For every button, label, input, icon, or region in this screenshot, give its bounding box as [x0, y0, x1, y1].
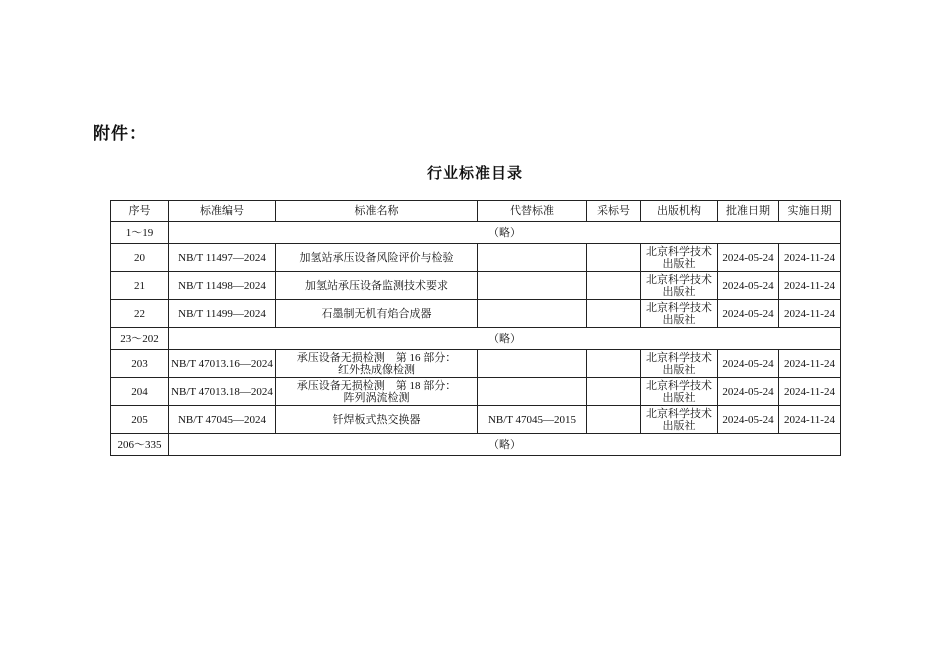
cell-approval-date: 2024-05-24: [718, 272, 779, 300]
cell-publisher: 北京科学技术 出版社: [641, 378, 718, 406]
table-row-omitted: [111, 328, 841, 350]
cell-adoption-number: [587, 378, 641, 406]
cell-replaced-standard: [478, 300, 587, 328]
cell-seq-number: 205: [111, 406, 169, 434]
page-title: 行业标准目录: [426, 164, 523, 182]
cell-effective-date: 2024-11-24: [779, 272, 841, 300]
cell-replaced-standard: [478, 378, 587, 406]
standards-table: [110, 200, 841, 456]
table-row: [111, 378, 841, 406]
cell-adoption-number: [587, 244, 641, 272]
cell-seq-number: 203: [111, 350, 169, 378]
cell-standard-code: NB/T 47045—2024: [169, 406, 276, 434]
cell-seq-number: 21: [111, 272, 169, 300]
cell-publisher: 北京科学技术 出版社: [641, 406, 718, 434]
header-publisher: 出版机构: [641, 201, 718, 222]
cell-approval-date: 2024-05-24: [718, 300, 779, 328]
cell-adoption-number: [587, 272, 641, 300]
table-header: [111, 201, 841, 222]
cell-approval-date: 2024-05-24: [718, 378, 779, 406]
cell-effective-date: 2024-11-24: [779, 300, 841, 328]
header-seq-number: 序号: [111, 201, 169, 222]
cell-replaced-standard: [478, 272, 587, 300]
cell-standard-code: NB/T 11499—2024: [169, 300, 276, 328]
cell-approval-date: 2024-05-24: [718, 350, 779, 378]
cell-adoption-number: [587, 350, 641, 378]
cell-publisher: 北京科学技术 出版社: [641, 350, 718, 378]
cell-omitted-note: （略）: [169, 434, 841, 456]
cell-replaced-standard: [478, 350, 587, 378]
cell-standard-code: NB/T 47013.18—2024: [169, 378, 276, 406]
cell-publisher: 北京科学技术 出版社: [641, 300, 718, 328]
cell-seq-number: 23～202: [111, 328, 169, 350]
cell-seq-number: 20: [111, 244, 169, 272]
cell-seq-number: 22: [111, 300, 169, 328]
cell-omitted-note: （略）: [169, 328, 841, 350]
header-replaced-standard: 代替标准: [478, 201, 587, 222]
table-row-omitted: [111, 434, 841, 456]
cell-effective-date: 2024-11-24: [779, 378, 841, 406]
header-adoption-number: 采标号: [587, 201, 641, 222]
cell-standard-code: NB/T 11497—2024: [169, 244, 276, 272]
header-approval-date: 批准日期: [718, 201, 779, 222]
table-row: [111, 350, 841, 378]
cell-effective-date: 2024-11-24: [779, 406, 841, 434]
cell-standard-name: 承压设备无损检测 第 18 部分： 阵列涡流检测: [276, 378, 478, 406]
table-body: [111, 222, 841, 456]
cell-adoption-number: [587, 406, 641, 434]
cell-standard-name: 加氢站承压设备风险评价与检验: [276, 244, 478, 272]
cell-adoption-number: [587, 300, 641, 328]
cell-standard-code: NB/T 11498—2024: [169, 272, 276, 300]
cell-effective-date: 2024-11-24: [779, 244, 841, 272]
cell-standard-name: 石墨制无机有焰合成器: [276, 300, 478, 328]
table-row-omitted: [111, 222, 841, 244]
cell-seq-number: 1～19: [111, 222, 169, 244]
cell-standard-name: 加氢站承压设备监测技术要求: [276, 272, 478, 300]
header-standard-code: 标准编号: [169, 201, 276, 222]
cell-replaced-standard: [478, 244, 587, 272]
cell-approval-date: 2024-05-24: [718, 406, 779, 434]
header-standard-name: 标准名称: [276, 201, 478, 222]
table-row: [111, 244, 841, 272]
table-header-row: [111, 201, 841, 222]
table-row: [111, 406, 841, 434]
cell-approval-date: 2024-05-24: [718, 244, 779, 272]
cell-omitted-note: （略）: [169, 222, 841, 244]
cell-effective-date: 2024-11-24: [779, 350, 841, 378]
cell-seq-number: 206～335: [111, 434, 169, 456]
table-row: [111, 272, 841, 300]
cell-publisher: 北京科学技术 出版社: [641, 244, 718, 272]
cell-standard-name: 承压设备无损检测 第 16 部分： 红外热成像检测: [276, 350, 478, 378]
cell-standard-code: NB/T 47013.16—2024: [169, 350, 276, 378]
cell-standard-name: 钎焊板式热交换器: [276, 406, 478, 434]
cell-publisher: 北京科学技术 出版社: [641, 272, 718, 300]
cell-replaced-standard: NB/T 47045—2015: [478, 406, 587, 434]
header-effective-date: 实施日期: [779, 201, 841, 222]
attachment-label: 附件：: [93, 124, 147, 144]
cell-seq-number: 204: [111, 378, 169, 406]
table-row: [111, 300, 841, 328]
